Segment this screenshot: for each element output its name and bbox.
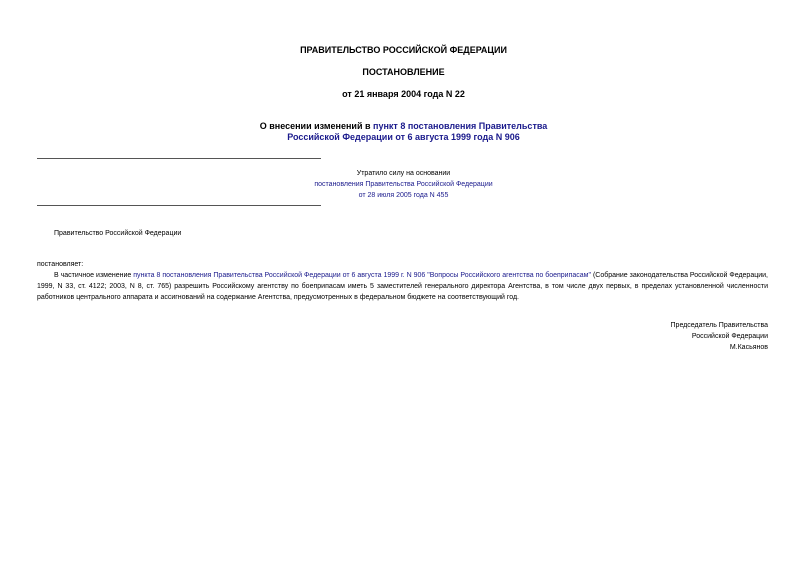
signature-title-line-1: Председатель Правительства <box>670 322 768 329</box>
status-note-line-3 <box>0 190 807 201</box>
paragraph-link[interactable]: пункта 8 постановления Правительства Российской Федерации от 6 августа 1999 г. N 906 "Вопросы Российского агентства по боеприпасам" <box>133 272 591 279</box>
issuer-text: Правительство Российской Федерации <box>54 230 182 237</box>
title-link-part-1[interactable]: пункт 8 постановления Правительства <box>373 121 548 131</box>
decrees-text: постановляет: <box>37 261 84 268</box>
status-note-link-2[interactable]: от 28 июля 2005 года N 455 <box>358 192 449 199</box>
paragraph-rest: (Собрание законодательства Российской Федерации, 1999, N 33, ст. 4122; 2003, N 8, ст. 765) разрешить Российскому агентству по боеприпасам иметь 5 заместителей генерального директора Агентства, в том числе двух первых, в пределах установленной численности работников центрального аппарата и ассигнований на содержание Агентства, предусмотренных в федеральном бюджете на соответствующий год. <box>37 272 768 301</box>
signature-title-line-2: Российской Федерации <box>691 333 768 340</box>
doc-type-heading: ПОСТАНОВЛЕНИЕ <box>362 67 445 77</box>
status-note-line-1: Утратило силу на основании <box>356 170 451 177</box>
date-number-heading: от 21 января 2004 года N 22 <box>342 89 465 99</box>
government-heading: ПРАВИТЕЛЬСТВО РОССИЙСКОЙ ФЕДЕРАЦИИ <box>300 45 507 55</box>
title-line-1 <box>0 121 807 132</box>
divider-top <box>37 158 321 159</box>
paragraph-start: В частичное изменение <box>54 272 134 279</box>
divider-bottom <box>37 205 321 206</box>
main-paragraph <box>37 270 768 303</box>
title-prefix: О внесении изменений в <box>259 121 374 131</box>
status-note-link-1[interactable]: постановления Правительства Российской Федерации <box>314 181 493 188</box>
title-link-part-2[interactable]: Российской Федерации от 6 августа 1999 года N 906 <box>287 132 520 142</box>
signature-name: М.Касьянов <box>729 344 768 351</box>
status-note-line-2 <box>0 179 807 190</box>
title-line-2 <box>0 132 807 143</box>
